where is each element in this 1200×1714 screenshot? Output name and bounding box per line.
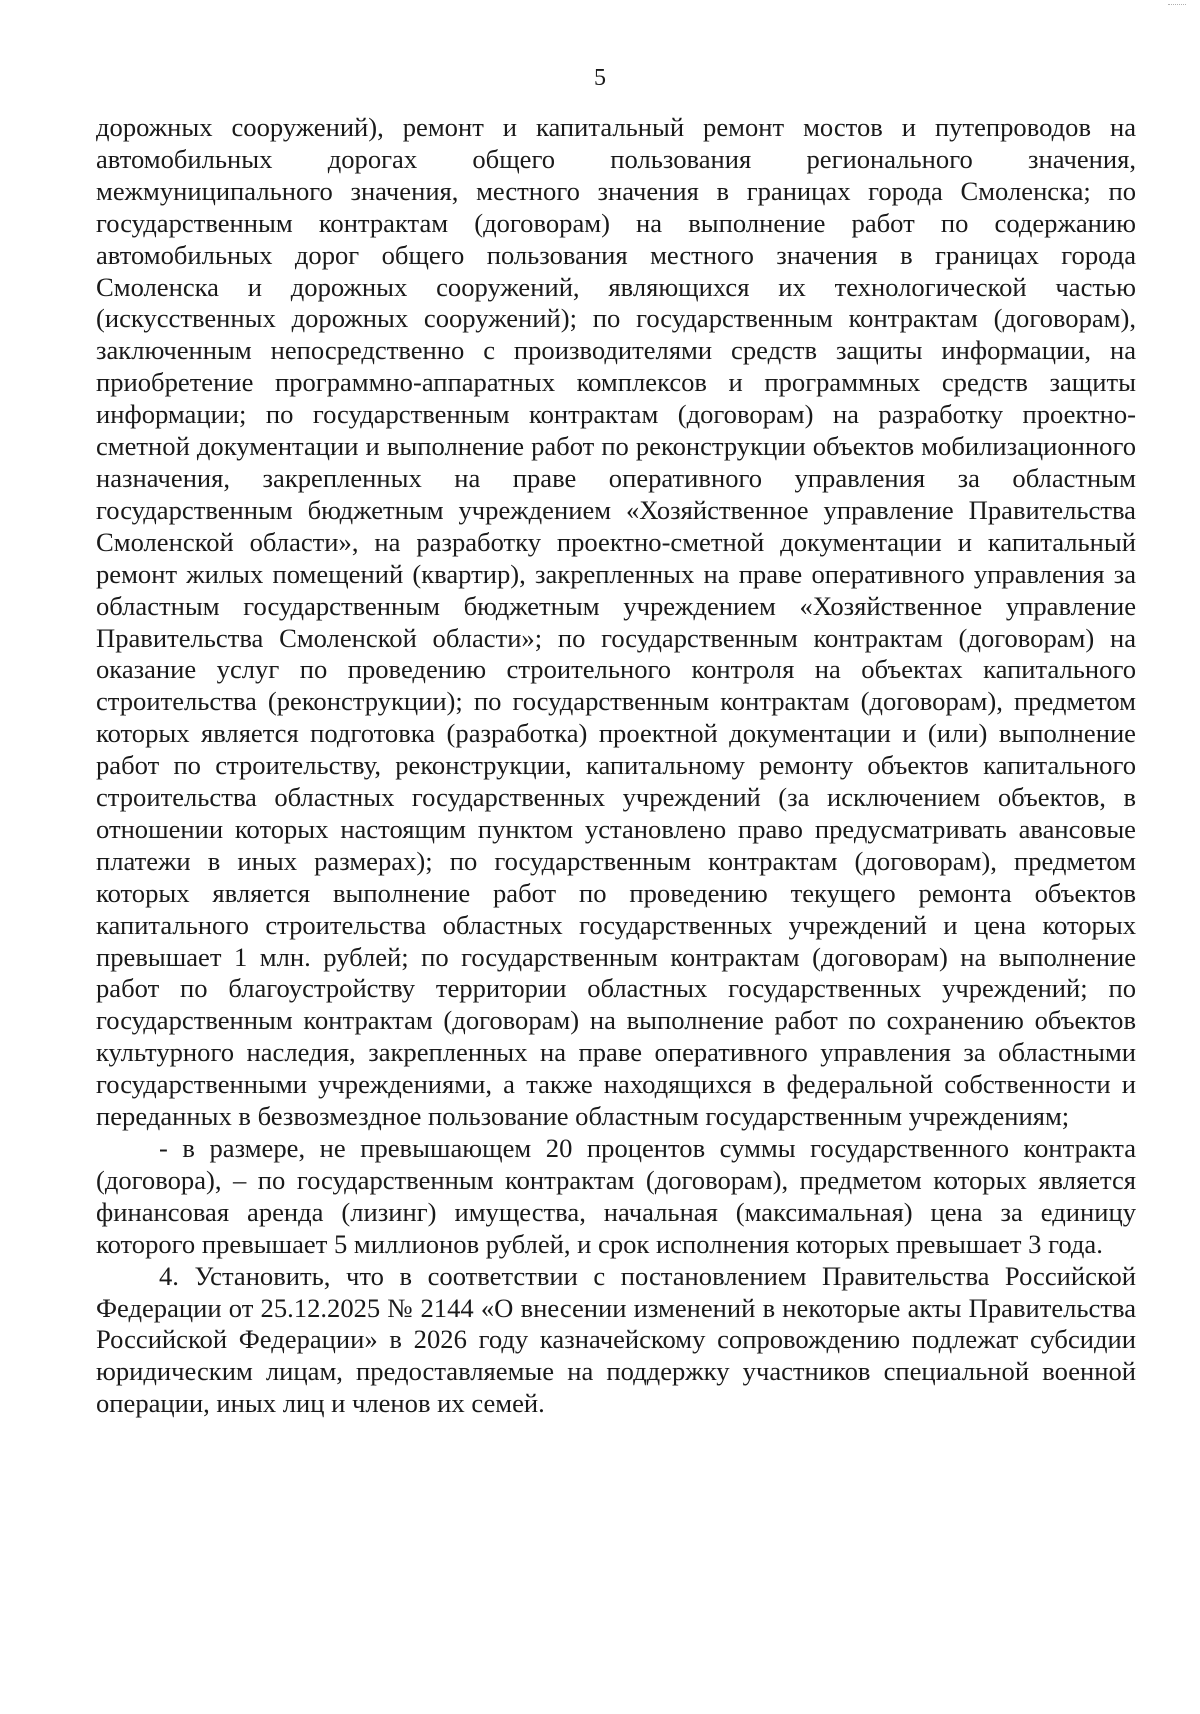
page-number: 5 (594, 65, 606, 91)
document-body (96, 112, 1136, 1420)
paragraph-continuation: дорожных сооружений), ремонт и капитальный ремонт мостов и путепроводов на автомобильных дорогах общего пользования регионального значения, межмуниципального значения, местного значения в границах города Смоленска; по государственным контрактам (договорам) на выполнение работ по содержанию автомобильных дорог общего пользования местного значения в границах города Смоленска и дорожных сооружений, являющихся их технологической частью (искусственных дорожных сооружений); по государственным контрактам (договорам), заключенным непосредственно с производителями средств защиты информации, на приобретение программно-аппаратных комплексов и программных средств защиты информации; по государственным контрактам (договорам) на разработку проектно-сметной документации и выполнение работ по реконструкции объектов мобилизационного назначения, закрепленных на праве оперативного управления за областным государственным бюджетным учреждением «Хозяйственное управление Правительства Смоленской области», на разработку проектно-сметной документации и капитальный ремонт жилых помещений (квартир), закрепленных на праве оперативного управления за областным государственным бюджетным учреждением «Хозяйственное управление Правительства Смоленской области»; по государственным контрактам (договорам) на оказание услуг по проведению строительного контроля на объектах капитального строительства (реконструкции); по государственным контрактам (договорам), предметом которых является подготовка (разработка) проектной документации и (или) выполнение работ по строительству, реконструкции, капитальному ремонту объектов капитального строительства областных государственных учреждений (за исключением объектов, в отношении которых настоящим пунктом установлено право предусматривать авансовые платежи в иных размерах); по государственным контрактам (договорам), предметом которых является выполнение работ по проведению текущего ремонта объектов капитального строительства областных государственных учреждений и цена которых превышает 1 млн. рублей; по государственным контрактам (договорам) на выполнение работ по благоустройству территории областных государственных учреждений; по государственным контрактам (договорам) на выполнение работ по сохранению объектов культурного наследия, закрепленных на праве оперативного управления за областными государственными учреждениями, а также находящихся в федеральной собственности и переданных в безвозмездное пользование областным государственным учреждениям; (96, 112, 1136, 1132)
scan-corner-mark (1168, 4, 1186, 6)
paragraph-leasing-advance: - в размере, не превышающем 20 процентов суммы государственного контракта (договора), – по государственным контрактам (договорам), предметом которых является финансовая аренда (лизинг) имущества, начальная (максимальная) цена за единицу которого превышает 5 миллионов рублей, и срок исполнения которых превышает 3 года. (96, 1133, 1136, 1259)
paragraph-item-4: 4. Установить, что в соответствии с постановлением Правительства Российской Федерации от 25.12.2025 № 2144 «О внесении изменений в некоторые акты Правительства Российской Федерации» в 2026 году казначейскому сопровождению подлежат субсидии юридическим лицам, предоставляемые на поддержку участников специальной военной операции, иных лиц и членов их семей. (96, 1260, 1136, 1419)
